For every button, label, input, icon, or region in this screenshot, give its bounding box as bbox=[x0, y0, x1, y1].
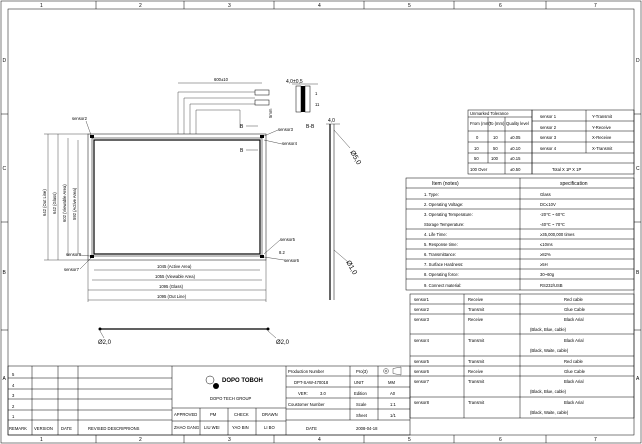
sensor3-leader bbox=[264, 130, 278, 136]
cable-r3-sensor: sensor4 bbox=[414, 338, 429, 343]
sensor8-label: sensor8 bbox=[66, 252, 81, 257]
spec-r4-val: ≥35,000,000 times bbox=[540, 232, 575, 237]
scale-value: 1:1 bbox=[390, 402, 396, 407]
row-label-d-right: D bbox=[636, 58, 640, 64]
spec-r9-val: RS232/USB bbox=[540, 283, 563, 288]
dim-5mm: 5mm bbox=[268, 108, 273, 118]
sensor4-leader bbox=[264, 140, 282, 144]
dim-4: 4,0 bbox=[328, 118, 335, 124]
scale-label: Scale bbox=[356, 402, 367, 407]
approval-check: CHECK bbox=[234, 412, 249, 417]
leader-d20-left bbox=[100, 331, 104, 338]
cable-r6-cable: Black Arial bbox=[564, 379, 584, 384]
dim-11: 11 bbox=[315, 102, 320, 107]
approval-approved: APPROVED bbox=[174, 412, 198, 417]
spec-r8-val: 30~60g bbox=[540, 272, 555, 277]
row-label-b-right: B bbox=[636, 270, 640, 276]
cable-r1-cable: Glue Cable bbox=[564, 307, 585, 312]
dim-1: 1 bbox=[315, 91, 318, 96]
cable-connector bbox=[255, 90, 269, 95]
tol-last-label: 100 Over bbox=[470, 167, 488, 172]
leader-d50 bbox=[334, 130, 350, 148]
ver-label: VER: bbox=[298, 391, 308, 396]
map-r1-role: Y-Receive bbox=[592, 125, 611, 130]
production-number: DPT-SAW-470018 bbox=[294, 380, 329, 385]
date-label: DATE bbox=[306, 426, 317, 431]
leader-d20-right bbox=[268, 331, 276, 338]
name-approved: ZHAO GANG bbox=[174, 425, 200, 430]
dim-d20-right: Ø2,0 bbox=[276, 340, 290, 346]
approval-drawn: DRAWN bbox=[262, 412, 278, 417]
spec-r7-val: ≥5H bbox=[540, 262, 548, 267]
col-label-1-bottom: 1 bbox=[40, 437, 43, 443]
sensor4-label: sensor4 bbox=[282, 141, 297, 146]
col-label-6: 6 bbox=[499, 3, 502, 9]
edge-view-hole-right bbox=[267, 328, 270, 331]
sensor2-label: sensor2 bbox=[72, 116, 87, 121]
cable-r4-sensor: sensor5 bbox=[414, 359, 429, 364]
spec-r5-item: 5. Response time: bbox=[424, 242, 458, 247]
name-check: YAO BIN bbox=[232, 425, 249, 430]
production-number-label: Production Number bbox=[288, 369, 325, 374]
col-label-1: 1 bbox=[40, 3, 43, 9]
map-r3-role: X-Transmit bbox=[592, 146, 613, 151]
edition-label: Edition bbox=[354, 391, 367, 396]
tol-r2-val: ±0.15 bbox=[510, 156, 521, 161]
tolerance-table bbox=[468, 110, 532, 174]
spec-r2-val: -20℃ ~ 60℃ bbox=[540, 212, 565, 217]
map-r1-sensor: sensor 2 bbox=[540, 125, 557, 130]
dim-8-2: 8.2 bbox=[279, 250, 285, 255]
cable-r4-cable: Red cable bbox=[564, 359, 583, 364]
pro-label: Pro(3) bbox=[356, 369, 368, 374]
tol-r1-to: 50 bbox=[493, 146, 498, 151]
col-label-5-bottom: 5 bbox=[408, 437, 411, 443]
cable-tails bbox=[178, 92, 255, 134]
rev-header-date: DATE bbox=[61, 426, 72, 431]
dim-tail-length: 600±10 bbox=[214, 77, 228, 82]
cable-r3-cable: Black Arial bbox=[564, 338, 584, 343]
cable-r0-role: Receive bbox=[468, 297, 484, 302]
panel-glass bbox=[92, 138, 262, 256]
tol-last-value: ±0.50 bbox=[510, 167, 521, 172]
dim-d10: Ø1,0 bbox=[344, 259, 358, 277]
logo-mark-dot bbox=[213, 383, 219, 389]
spec-r6-val: ≥82% bbox=[540, 252, 551, 257]
unit-label: UNIT bbox=[354, 380, 364, 385]
company-name: DOPO TECH GROUP bbox=[210, 396, 252, 401]
dim-outline-h: 1095 (Out Line) bbox=[157, 294, 187, 299]
tol-r2-from: 50 bbox=[474, 156, 479, 161]
tol-r2-to: 100 bbox=[491, 156, 498, 161]
cable-r0-cable: Red cable bbox=[564, 297, 583, 302]
section-bb-label: B-B bbox=[306, 124, 315, 130]
section-layer-1 bbox=[296, 86, 301, 112]
ver-value: 3.0 bbox=[320, 391, 326, 396]
spec-r8-item: 8. Operating force: bbox=[424, 272, 459, 277]
cable-r7-note: (Black, Waite, cable) bbox=[530, 410, 569, 415]
sensor7-leader bbox=[80, 258, 91, 269]
sensor7-label: sensor7 bbox=[64, 267, 79, 272]
cable-r6-sensor: sensor7 bbox=[414, 379, 429, 384]
section-mark-b2: B bbox=[240, 148, 244, 154]
side-view bbox=[326, 118, 362, 300]
sensor-pad-br bbox=[260, 255, 264, 258]
map-r0-sensor: sensor 1 bbox=[540, 114, 557, 119]
panel-active-area bbox=[94, 140, 260, 254]
customer-label: Coustomer Number bbox=[288, 402, 325, 407]
edition-value: A0 bbox=[390, 391, 396, 396]
cable-connector-2 bbox=[255, 100, 269, 105]
sensor2-leader bbox=[86, 121, 91, 135]
dim-viewable-v: 602 (Viewable Area) bbox=[62, 184, 67, 222]
spec-header-spec: specification bbox=[560, 181, 588, 187]
spec-r9-item: 9. Connect material: bbox=[424, 283, 462, 288]
cable-r6-note: (Black, Blue, cable) bbox=[530, 389, 567, 394]
spec-r0-item: 1. Type: bbox=[424, 192, 439, 197]
tol-r0-to: 10 bbox=[493, 135, 498, 140]
col-label-2: 2 bbox=[139, 3, 142, 9]
col-label-7: 7 bbox=[594, 3, 597, 9]
cable-r3-role: Transmit bbox=[468, 338, 485, 343]
rev-header-remark: REMARK bbox=[9, 426, 27, 431]
map-r3-sensor: sensor 4 bbox=[540, 146, 557, 151]
rev-3: 3 bbox=[12, 393, 15, 398]
rev-5: 5 bbox=[12, 372, 15, 377]
map-r2-sensor: sensor 3 bbox=[540, 135, 557, 140]
cable-r4-role: Transmit bbox=[468, 359, 485, 364]
map-total: Total X 1P X 1P bbox=[552, 167, 582, 172]
col-label-2-bottom: 2 bbox=[139, 437, 142, 443]
sensor6-label: sensor6 bbox=[284, 258, 299, 263]
spec-r3-item: Storage Temperature: bbox=[424, 222, 465, 227]
dim-d50: Ø5,0 bbox=[348, 149, 362, 167]
row-label-a: A bbox=[2, 376, 6, 382]
sensor5-leader bbox=[264, 240, 280, 254]
row-label-a-right: A bbox=[636, 376, 640, 382]
tol-header-to: To (mm) bbox=[489, 121, 505, 126]
row-label-c: C bbox=[2, 166, 7, 172]
col-label-3: 3 bbox=[228, 3, 231, 9]
dim-active-area-h: 1045 (Active Area) bbox=[157, 264, 192, 269]
section-layer-2 bbox=[301, 86, 305, 112]
spec-r5-val: ≤10ms bbox=[540, 242, 553, 247]
spec-r7-item: 7. Surface Hardness: bbox=[424, 262, 464, 267]
spec-r6-item: 6. Transmittance: bbox=[424, 252, 457, 257]
cable-r2-role: Receive bbox=[468, 317, 484, 322]
unit-value: MM bbox=[388, 380, 395, 385]
cable-r0-sensor: sensor1 bbox=[414, 297, 429, 302]
tol-header-from: From (mm) bbox=[470, 121, 491, 126]
cable-r2-sensor: sensor3 bbox=[414, 317, 429, 322]
spec-r4-item: 4. Life Time: bbox=[424, 232, 447, 237]
edge-view-hole-left bbox=[99, 328, 102, 331]
sensor-pad-bl bbox=[90, 255, 94, 258]
section-bb-detail bbox=[286, 79, 320, 130]
tol-r1-from: 10 bbox=[474, 146, 479, 151]
projection-symbol-icon bbox=[384, 367, 402, 375]
spec-r0-val: Glass bbox=[540, 192, 551, 197]
dim-viewable-area-h: 1055 (Viewable Area) bbox=[155, 274, 195, 279]
sensor-pad-tr bbox=[260, 135, 264, 138]
col-label-6-bottom: 6 bbox=[499, 437, 502, 443]
cable-r2-cable: Black Arial bbox=[564, 317, 584, 322]
dim-active-v: 592 (Active Area) bbox=[72, 187, 77, 220]
rev-4: 4 bbox=[12, 383, 15, 388]
logo-text: DOPO TOBOH bbox=[222, 378, 263, 384]
tol-header-quality: Quality level bbox=[506, 121, 529, 126]
dim-d20-left: Ø2,0 bbox=[98, 340, 112, 346]
date-value: 2008-04-18 bbox=[356, 426, 378, 431]
title-block bbox=[8, 366, 410, 435]
col-label-4-bottom: 4 bbox=[318, 437, 321, 443]
cable-r5-cable: Glue Cable bbox=[564, 369, 585, 374]
dim-glass-h: 1095 (Glass) bbox=[159, 284, 183, 289]
tol-r0-from: 0 bbox=[476, 135, 479, 140]
map-r0-role: Y-Transmit bbox=[592, 114, 612, 119]
sensor5-label: sensor5 bbox=[280, 237, 295, 242]
rev-header-version: VERSION bbox=[34, 426, 53, 431]
row-label-c-right: C bbox=[636, 166, 640, 172]
name-drawn: LI BO bbox=[264, 425, 275, 430]
approval-pm: PM bbox=[210, 412, 217, 417]
spec-r1-item: 2. Operating Voltage: bbox=[424, 202, 464, 207]
cable-table bbox=[410, 294, 634, 418]
col-label-5: 5 bbox=[408, 3, 411, 9]
col-label-7-bottom: 7 bbox=[594, 437, 597, 443]
rev-2: 2 bbox=[12, 404, 15, 409]
tol-r0-val: ±0.05 bbox=[510, 135, 521, 140]
sheet-label: Sheet bbox=[356, 413, 367, 418]
tol-r1-val: ±0.10 bbox=[510, 146, 521, 151]
sensor8-leader bbox=[80, 255, 90, 256]
cable-r7-sensor: sensor8 bbox=[414, 400, 429, 405]
leader-d10 bbox=[334, 250, 348, 262]
cable-r2-note: (Black, Blue, cable) bbox=[530, 327, 567, 332]
spec-header-item: Item (notes) bbox=[432, 181, 459, 187]
cable-r6-role: Transmit bbox=[468, 379, 485, 384]
logo-mark bbox=[206, 376, 214, 384]
sensor3-label: sensor3 bbox=[278, 127, 293, 132]
spec-table bbox=[406, 178, 634, 290]
sensor-pad-tl bbox=[90, 135, 94, 138]
rev-header-desc: REVISED DESCRIPRIONS bbox=[88, 426, 140, 431]
sheet-value: 1/1 bbox=[390, 413, 396, 418]
col-label-4: 4 bbox=[318, 3, 321, 9]
spec-r2-item: 3. Operating Temperature: bbox=[424, 212, 473, 217]
row-label-b: B bbox=[2, 270, 6, 276]
spec-r1-val: DC≤10V bbox=[540, 202, 556, 207]
dim-thickness: 4,0±0,5 bbox=[286, 79, 303, 85]
cable-r3-note: (Black, Waite, cable) bbox=[530, 348, 569, 353]
section-layer-3 bbox=[305, 86, 310, 112]
cable-r7-cable: Black Arial bbox=[564, 400, 584, 405]
cable-r1-role: Transmit bbox=[468, 307, 485, 312]
dim-outline-v: 642 (Out Line) bbox=[42, 189, 47, 216]
cable-r5-role: Receive bbox=[468, 369, 484, 374]
tolerance-title: Unmarked Tolerance bbox=[470, 111, 509, 116]
name-pm: LIU WEI bbox=[204, 425, 220, 430]
cable-r7-role: Transmit bbox=[468, 400, 485, 405]
rev-1: 1 bbox=[12, 414, 15, 419]
cable-r1-sensor: sensor2 bbox=[414, 307, 429, 312]
row-label-d: D bbox=[2, 58, 7, 64]
dim-glass-v: 642 (Glass) bbox=[52, 192, 57, 214]
cable-r5-sensor: sensor6 bbox=[414, 369, 429, 374]
sensor6-leader bbox=[264, 257, 284, 260]
spec-r3-val: -40℃ ~ 70℃ bbox=[540, 222, 565, 227]
col-label-3-bottom: 3 bbox=[228, 437, 231, 443]
sensor-map-table bbox=[532, 110, 634, 174]
section-mark-b1: B bbox=[240, 124, 244, 130]
map-r2-role: X-Receive bbox=[592, 135, 612, 140]
touch-panel-drawing bbox=[42, 77, 300, 346]
